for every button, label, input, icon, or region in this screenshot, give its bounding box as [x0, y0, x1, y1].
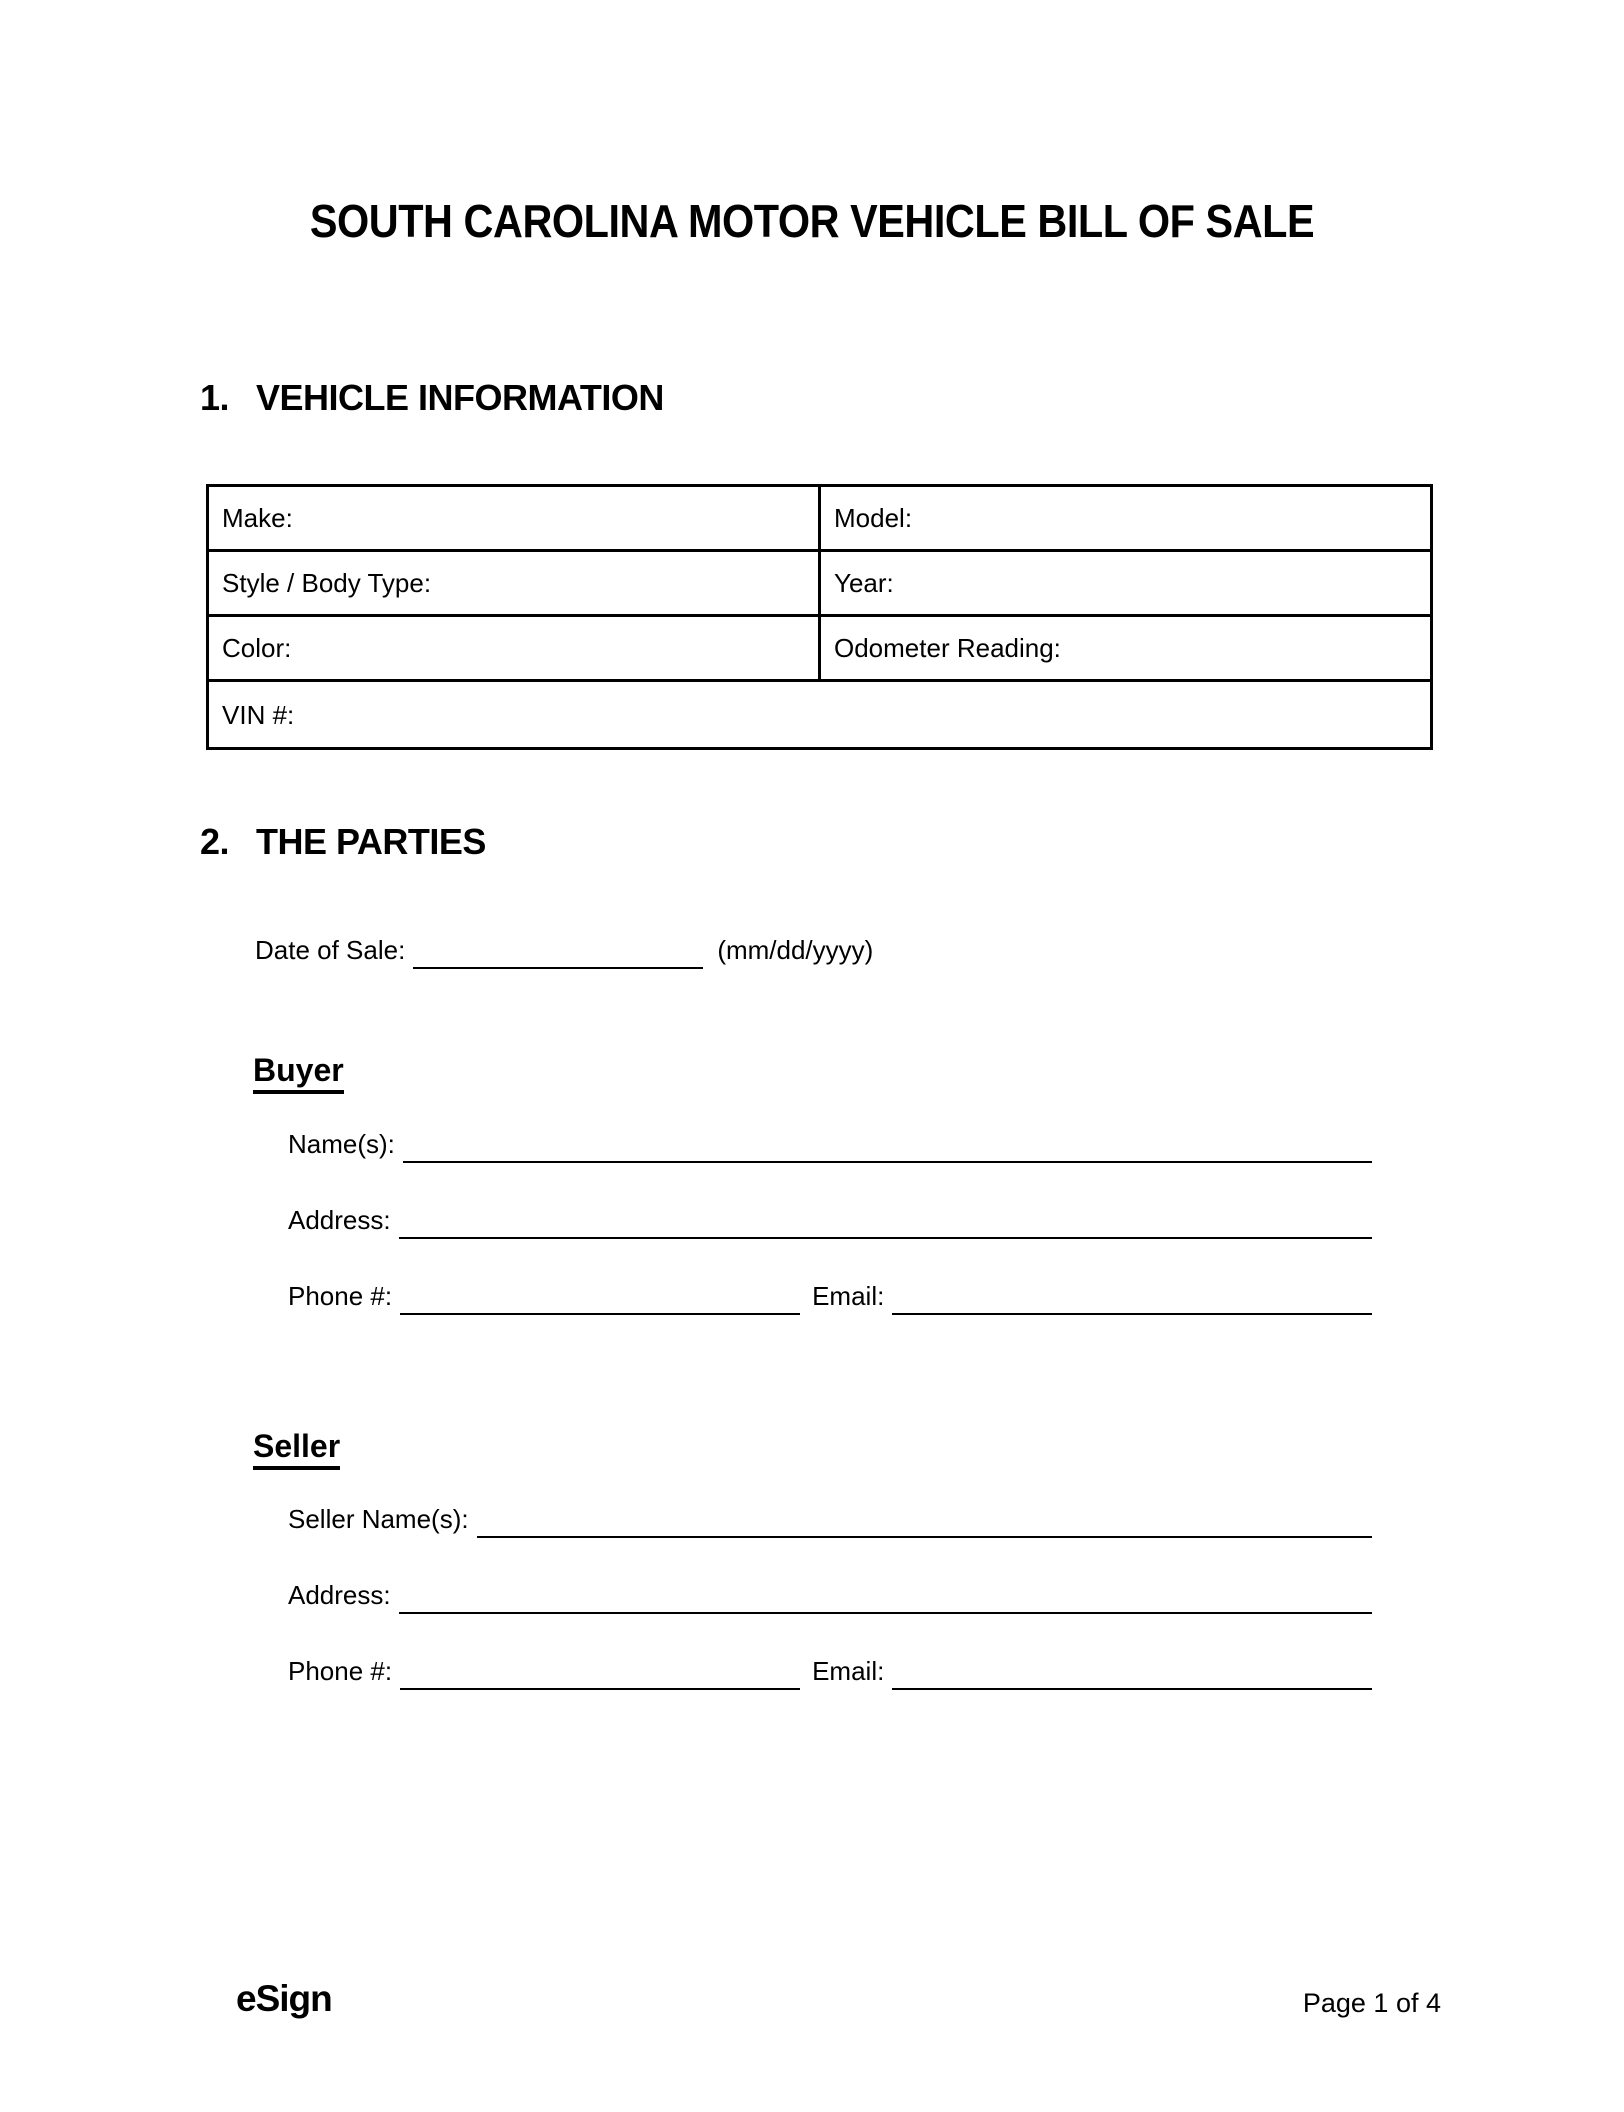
buyer-phone-input[interactable]: [400, 1277, 800, 1315]
style-body-type-field[interactable]: [209, 552, 818, 614]
buyer-email-label: Email:: [812, 1281, 885, 1311]
seller-email-label: Email:: [812, 1656, 885, 1686]
year-field-label: Year:: [834, 568, 894, 598]
seller-section-heading: Seller: [253, 1430, 340, 1470]
vehicle-info-table: [206, 484, 1433, 750]
buyer-address-input[interactable]: [399, 1201, 1372, 1239]
section-2-heading: [200, 821, 486, 862]
seller-address-label: Address:: [288, 1580, 391, 1610]
date-of-sale-label: Date of Sale:: [255, 935, 406, 965]
section-2-number: 2.: [200, 821, 230, 862]
color-field-label: Color:: [222, 633, 292, 663]
model-field[interactable]: [818, 487, 1430, 549]
seller-phone-input[interactable]: [400, 1652, 800, 1690]
buyer-name-label: Name(s):: [288, 1129, 395, 1159]
date-format-hint: (mm/dd/yyyy): [717, 935, 874, 965]
section-1-number: 1.: [200, 377, 230, 418]
section-1-title: VEHICLE INFORMATION: [256, 377, 664, 418]
style-body-type-field-label: Style / Body Type:: [222, 568, 432, 598]
seller-phone-email-row: [288, 1652, 1372, 1690]
table-row: [209, 682, 1430, 747]
seller-address-input[interactable]: [399, 1576, 1372, 1614]
buyer-name-row: [288, 1125, 1372, 1163]
page-indicator: Page 1 of 4: [1302, 1988, 1441, 2018]
make-field[interactable]: [209, 487, 818, 549]
seller-address-row: [288, 1576, 1372, 1614]
odometer-reading-field[interactable]: [818, 617, 1430, 679]
date-of-sale-row: [255, 931, 935, 969]
date-of-sale-input[interactable]: [413, 931, 703, 969]
buyer-phone-email-row: [288, 1277, 1372, 1315]
section-2-title: THE PARTIES: [256, 821, 486, 862]
buyer-email-input[interactable]: [892, 1277, 1372, 1315]
buyer-name-input[interactable]: [403, 1125, 1372, 1163]
page-title: SOUTH CAROLINA MOTOR VEHICLE BILL OF SALE: [309, 195, 1315, 247]
make-field-label: Make:: [222, 503, 293, 533]
model-field-label: Model:: [834, 503, 913, 533]
section-1-heading: [200, 377, 664, 418]
seller-name-input[interactable]: [477, 1500, 1372, 1538]
vin-field[interactable]: [209, 682, 1430, 747]
seller-phone-label: Phone #:: [288, 1656, 393, 1686]
color-field[interactable]: [209, 617, 818, 679]
buyer-address-row: [288, 1201, 1372, 1239]
table-row: [209, 552, 1430, 617]
esign-logo: eSign: [236, 1978, 332, 2019]
vin-field-label: VIN #:: [222, 699, 295, 730]
buyer-section-heading: Buyer: [253, 1054, 344, 1094]
table-row: [209, 617, 1430, 682]
year-field[interactable]: [818, 552, 1430, 614]
odometer-reading-field-label: Odometer Reading:: [834, 633, 1061, 663]
seller-email-input[interactable]: [892, 1652, 1372, 1690]
table-row: [209, 487, 1430, 552]
seller-name-label: Seller Name(s):: [288, 1504, 469, 1534]
buyer-phone-label: Phone #:: [288, 1281, 393, 1311]
seller-name-row: [288, 1500, 1372, 1538]
buyer-address-label: Address:: [288, 1205, 391, 1235]
